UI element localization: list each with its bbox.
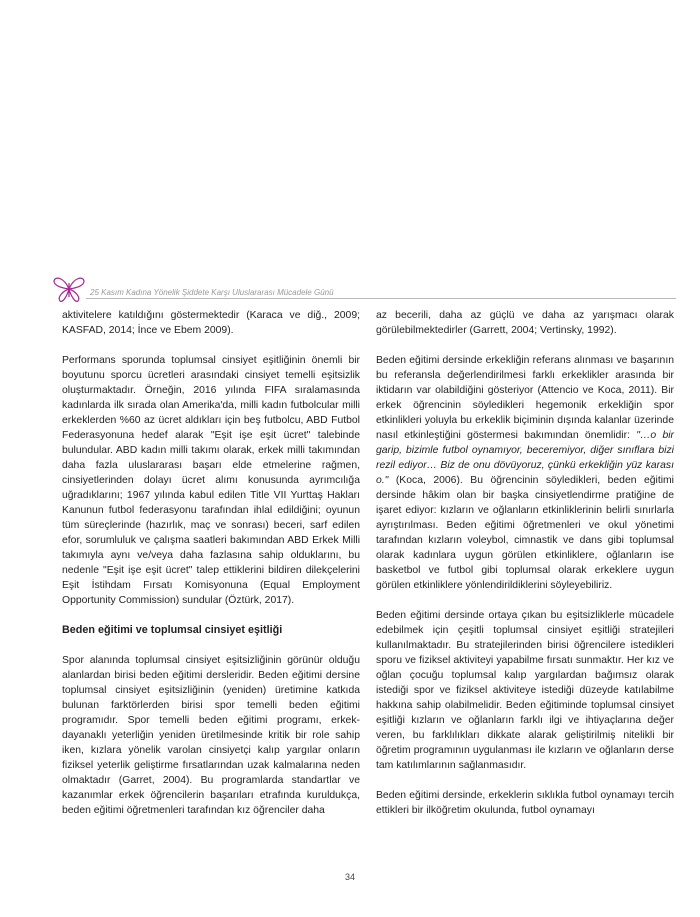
text-span: Beden eğitimi dersinde erkekliğin referans alınması ve başarının bu referansla değerlendirilmesi farklı erkeklikler arasında bir iktidarın var olabildiğini gösteriyor (Attencio ve Koca, 2011). Bir erkek öğrencinin söyledikleri hegemonik erkekliğin spor etkinlikleri yoluyla bu erkeklik biçiminin dışında kalanlar üzerinde nasıl etkinleştiğini göstermesi bakımından önemlidir:	[376, 355, 674, 441]
running-title: 25 Kasım Kadına Yönelik Şiddete Karşı Uluslararası Mücadele Günü	[90, 288, 334, 297]
paragraph: Beden eğitimi dersinde, erkeklerin sıklıkla futbol oynamayı tercih ettikleri bir ilköğretim okulunda, futbol oynamayı	[376, 790, 674, 816]
butterfly-logo-icon	[52, 274, 86, 304]
paragraph: Spor alanında toplumsal cinsiyet eşitsizliğinin görünür olduğu alanlardan birisi beden eğitimi dersleridir. Beden eğitimi dersine toplumsal cinsiyet eşitsizliğinin (yeniden) üretimine katkıda bulunan farktörlerden birisi spor temelli beden eğitimi programıdır. Spor temelli beden eğitimi programı, erkek-dayanaklı yeterliğin yeniden üretilmesinde kritik bir role sahip iken, kızlara yönelik varolan cinsiyetçi kalıp yargılar onların fiziksel yeterlik geliştirme fırsatlarından uzak kalmalarına neden olmaktadır (Garret, 2004). Bu programlarda standartlar ve kazanımlar erkek öğrencilerin başarıları etrafında kuruldukça, beden eğitimi öğretmenleri tarafından kız öğrenciler daha	[62, 655, 360, 816]
left-column	[62, 308, 360, 833]
paragraph: Performans sporunda toplumsal cinsiyet eşitliğinin önemli bir boyutunu sporcu ücretleri arasındaki cinsiyet temelli eşitsizlik oluşturmaktadır. Örneğin, 2016 yılında FIFA sıralamasında kadınlarda ilk sırada olan Amerika'da, milli kadın futbolcular milli erkeklerden %60 az ücret aldıkları için beş futbolcu, ABD Futbol Federasyonuna hedef alarak "Eşit işe eşit ücret" talebinde bulundular. ABD kadın milli takımı olarak, erkek milli takımından daha fazla uluslararası başarı elde etmelerine rağmen, cinsiyetlerinden dolayı ücret alımı konusunda ayrımcılığa uğradıklarını; 1967 yılında kabul edilen Title VII Yurttaş Hakları Kanunun futbol federasyonu tarafından ihlal edildiğini; oyunun tüm süreçlerinde (hazırlık, maç ve sonrası) beceri, sarf edilen efor, sorumluluk ve çalışma saatleri bakımından ABD Erkek Milli takımıyla aynı ve/veya daha fazlasına sahip olduklarını, bu nedenle "Eşit işe eşit ücret" talep ettiklerini bildiren dilekçelerini Eşit İstihdam Fırsatı Komisyonuna (Equal Employment Opportunity Commission) sundular (Öztürk, 2017).	[62, 355, 360, 606]
student-quote: "…o bir garip, bizimle futbol oynamıyor, beceremiyor, diğer sınıflara bizi rezil ediyor… Biz de onu dövüyoruz, çünkü erkekliğin yüz karası o."	[376, 430, 675, 486]
section-heading: Beden eğitimi ve toplumsal cinsiyet eşitliği	[62, 624, 283, 636]
paragraph	[376, 353, 674, 593]
header-rule	[86, 298, 676, 299]
paragraph: az becerili, daha az güçlü ve daha az yarışmacı olarak görülebilmektedirler (Garrett, 2004; Vertinsky, 1992).	[376, 310, 674, 336]
right-column	[376, 308, 674, 833]
page-number: 34	[344, 872, 355, 882]
paragraph: aktivitelere katıldığını göstermektedir (Karaca ve diğ., 2009; KASFAD, 2014; İnce ve Ebem 2009).	[62, 310, 360, 336]
page-header	[52, 274, 676, 304]
paragraph: Beden eğitimi dersinde ortaya çıkan bu eşitsizliklerle mücadele edebilmek için çeşitli toplumsal cinsiyet eşitliği stratejileri kullanılmaktadır. Bu stratejilerinden birisi öğrencilere istedikleri sporu ve fiziksel aktiviteyi yapabilme fırsatı sunmaktır. Her kız ve oğlan çocuğu toplumsal kalıp yargılardan bağımsız olarak istediği spor ve fiziksel aktiviteye istediği düzeyde katılabilme hakkına sahip olabilmelidir. Beden eğitiminde toplumsal cinsiyet eşitliği kızların ve oğlanların farklı ilgi ve ihtiyaçlarına değer veren, bu farklılıkları dikkate alarak geliştirilmiş nitelikli bir öğretim programının uygulanması ile kızların ve oğlanların derse tam katılımlarının sağlanmasıdır.	[376, 610, 674, 771]
text-span: (Koca, 2006). Bu öğrencinin söyledikleri, beden eğitimi dersinde hâkim olan bir başka cinsiyetlendirme pratiğine de işaret ediyor: kızların ve oğlanların etkinliklerinin belirli sınırlarla ayrıştırılması. Beden eğitimi öğretmenleri ve okul yönetimi tarafından kızların voleybol, cimnastik ve dans gibi toplumsal olarak kadınlara uygun görülen etkinliklere, oğlanların ise basketbol ve futbol gibi toplumsal olarak erkeklere uygun görülen etkinliklere yönlendirildiklerini söyleyebiliriz.	[376, 475, 674, 591]
